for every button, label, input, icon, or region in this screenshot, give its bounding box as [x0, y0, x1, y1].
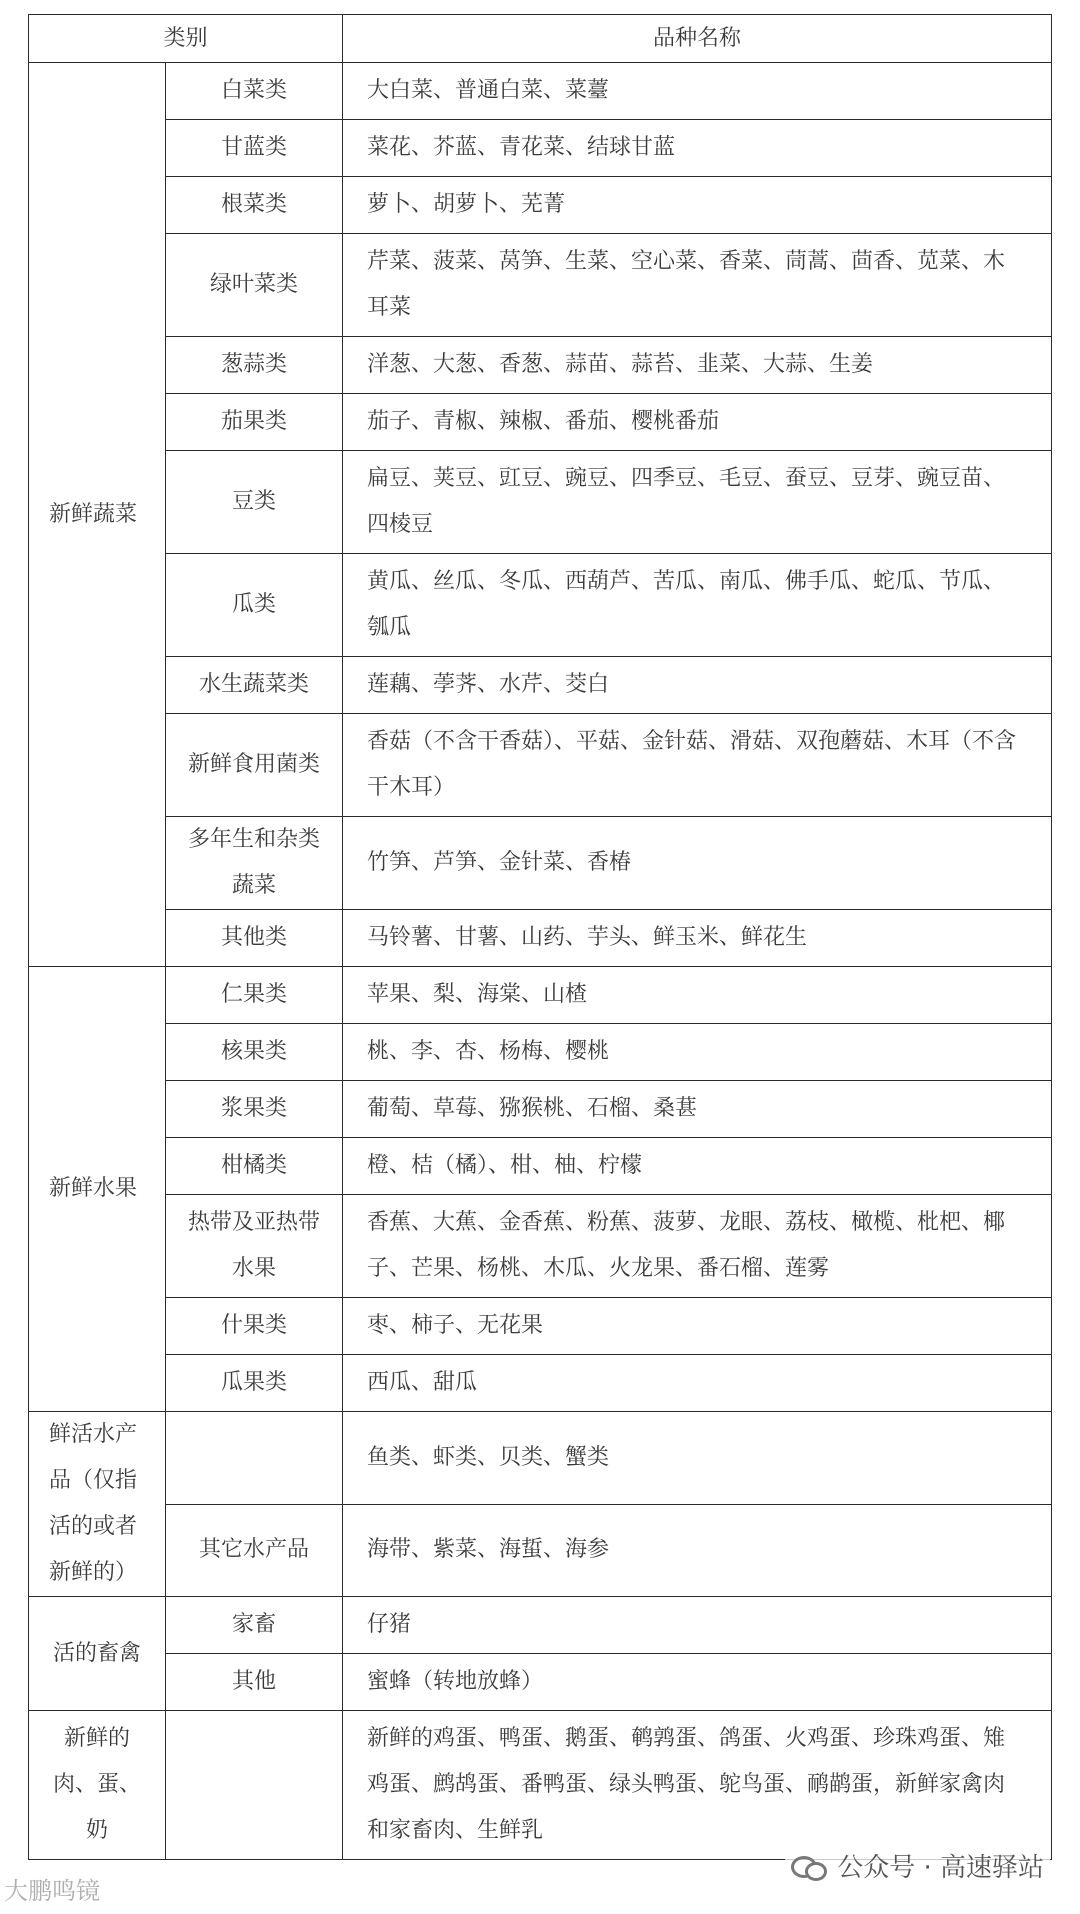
variety-names-cell: 马铃薯、甘薯、山药、芋头、鲜玉米、鲜花生	[343, 910, 1052, 967]
variety-names-cell: 黄瓜、丝瓜、冬瓜、西葫芦、苦瓜、南瓜、佛手瓜、蛇瓜、节瓜、瓠瓜	[343, 554, 1052, 657]
table-row	[29, 1298, 1052, 1355]
table-row	[29, 1711, 1052, 1860]
variety-names-cell: 苹果、梨、海棠、山楂	[343, 967, 1052, 1024]
variety-names-cell: 菜花、芥蓝、青花菜、结球甘蓝	[343, 120, 1052, 177]
subcategory-cell: 浆果类	[166, 1081, 343, 1138]
variety-names-cell: 大白菜、普通白菜、菜薹	[343, 63, 1052, 120]
variety-names-cell: 香蕉、大蕉、金香蕉、粉蕉、菠萝、龙眼、荔枝、橄榄、枇杷、椰子、芒果、杨桃、木瓜、火龙果、番石榴、莲雾	[343, 1195, 1052, 1298]
variety-names-cell: 鱼类、虾类、贝类、蟹类	[343, 1412, 1052, 1505]
subcategory-cell: 其他	[166, 1654, 343, 1711]
variety-names-cell: 西瓜、甜瓜	[343, 1355, 1052, 1412]
variety-names-cell: 仔猪	[343, 1597, 1052, 1654]
subcategory-cell: 什果类	[166, 1298, 343, 1355]
table-row	[29, 394, 1052, 451]
subcategory-cell: 水生蔬菜类	[166, 657, 343, 714]
watermark-text: 公众号 · 高速驿站	[837, 1853, 1044, 1883]
variety-names-cell: 橙、桔（橘）、柑、柚、柠檬	[343, 1138, 1052, 1195]
table-row	[29, 554, 1052, 657]
table-row	[29, 817, 1052, 910]
subcategory-cell: 仁果类	[166, 967, 343, 1024]
table-row	[29, 1597, 1052, 1654]
subcategory-cell: 瓜果类	[166, 1355, 343, 1412]
table-row	[29, 1024, 1052, 1081]
table-row	[29, 63, 1052, 120]
category-cell: 活的畜禽	[29, 1597, 166, 1711]
variety-names-cell: 香菇（不含干香菇）、平菇、金针菇、滑菇、双孢蘑菇、木耳（不含干木耳）	[343, 714, 1052, 817]
category-cell: 新鲜蔬菜	[29, 63, 166, 967]
variety-names-cell: 扁豆、荚豆、豇豆、豌豆、四季豆、毛豆、蚕豆、豆芽、豌豆苗、四棱豆	[343, 451, 1052, 554]
table-header-row	[29, 15, 1052, 63]
subcategory-cell	[166, 1711, 343, 1860]
variety-names-cell: 蜜蜂（转地放蜂）	[343, 1654, 1052, 1711]
subcategory-cell: 核果类	[166, 1024, 343, 1081]
table-row	[29, 910, 1052, 967]
table-row	[29, 1195, 1052, 1298]
table-row	[29, 337, 1052, 394]
subcategory-cell: 柑橘类	[166, 1138, 343, 1195]
header-variety: 品种名称	[343, 15, 1052, 63]
variety-names-cell: 茄子、青椒、辣椒、番茄、樱桃番茄	[343, 394, 1052, 451]
table-row	[29, 1412, 1052, 1505]
subcategory-cell: 新鲜食用菌类	[166, 714, 343, 817]
subcategory-cell: 甘蓝类	[166, 120, 343, 177]
subcategory-cell: 葱蒜类	[166, 337, 343, 394]
variety-names-cell: 枣、柿子、无花果	[343, 1298, 1052, 1355]
variety-names-cell: 洋葱、大葱、香葱、蒜苗、蒜苔、韭菜、大蒜、生姜	[343, 337, 1052, 394]
table-row	[29, 1081, 1052, 1138]
variety-names-cell: 海带、紫菜、海蜇、海参	[343, 1504, 1052, 1597]
table-row	[29, 177, 1052, 234]
subcategory-cell: 豆类	[166, 451, 343, 554]
watermark	[785, 1845, 1050, 1886]
table-row	[29, 1355, 1052, 1412]
category-cell: 鲜活水产品（仅指活的或者新鲜的）	[29, 1412, 166, 1597]
subcategory-cell: 其他类	[166, 910, 343, 967]
subcategory-cell: 白菜类	[166, 63, 343, 120]
subcategory-cell: 茄果类	[166, 394, 343, 451]
variety-names-cell: 莲藕、荸荠、水芹、茭白	[343, 657, 1052, 714]
wechat-icon	[791, 1852, 827, 1880]
subcategory-cell: 根菜类	[166, 177, 343, 234]
watermark-left: 大鹏鸣镜	[4, 1877, 100, 1905]
table-row	[29, 1504, 1052, 1597]
table-row	[29, 451, 1052, 554]
variety-names-cell: 葡萄、草莓、猕猴桃、石榴、桑葚	[343, 1081, 1052, 1138]
variety-names-cell: 芹菜、菠菜、莴笋、生菜、空心菜、香菜、茼蒿、茴香、苋菜、木耳菜	[343, 234, 1052, 337]
produce-category-table	[28, 14, 1052, 1860]
table-row	[29, 714, 1052, 817]
subcategory-cell: 热带及亚热带水果	[166, 1195, 343, 1298]
table-row	[29, 234, 1052, 337]
header-category: 类别	[29, 15, 343, 63]
table-row	[29, 120, 1052, 177]
subcategory-cell: 其它水产品	[166, 1504, 343, 1597]
variety-names-cell: 新鲜的鸡蛋、鸭蛋、鹅蛋、鹌鹑蛋、鸽蛋、火鸡蛋、珍珠鸡蛋、雉鸡蛋、鹧鸪蛋、番鸭蛋、绿头鸭蛋、鸵鸟蛋、鸸鹋蛋，新鲜家禽肉和家畜肉、生鲜乳	[343, 1711, 1052, 1860]
subcategory-cell: 绿叶菜类	[166, 234, 343, 337]
table-row	[29, 967, 1052, 1024]
variety-names-cell: 桃、李、杏、杨梅、樱桃	[343, 1024, 1052, 1081]
category-cell: 新鲜水果	[29, 967, 166, 1412]
subcategory-cell	[166, 1412, 343, 1505]
category-cell: 新鲜的肉、蛋、奶	[29, 1711, 166, 1860]
subcategory-cell: 瓜类	[166, 554, 343, 657]
variety-names-cell: 竹笋、芦笋、金针菜、香椿	[343, 817, 1052, 910]
table-row	[29, 657, 1052, 714]
table-row	[29, 1654, 1052, 1711]
table-row	[29, 1138, 1052, 1195]
variety-names-cell: 萝卜、胡萝卜、芜菁	[343, 177, 1052, 234]
subcategory-cell: 家畜	[166, 1597, 343, 1654]
table-body	[29, 63, 1052, 1860]
subcategory-cell: 多年生和杂类蔬菜	[166, 817, 343, 910]
